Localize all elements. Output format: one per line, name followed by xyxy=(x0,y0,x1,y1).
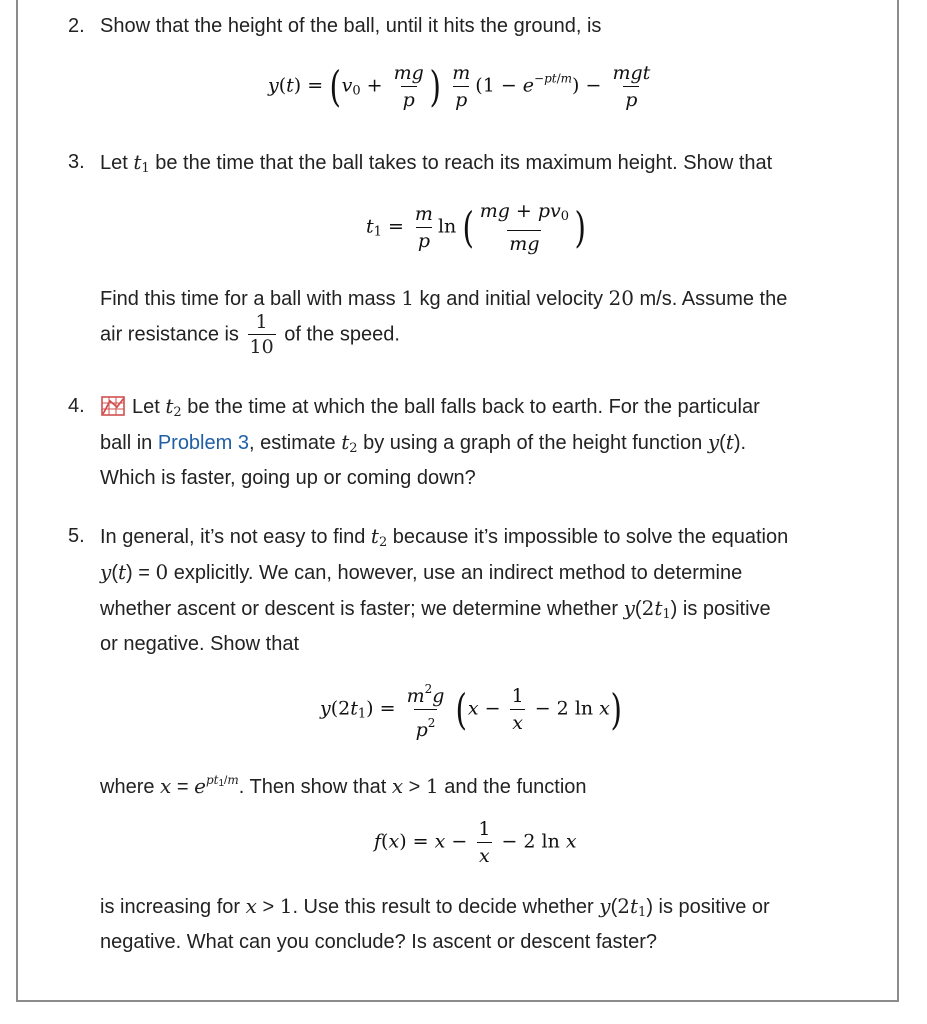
equation-y-2t1: $y(2t_1)$ = $\frac{m^2g}{p^2}$ (x − $\frac{1}{x}$ − 2 ln x) xyxy=(320,682,622,741)
graph-icon[interactable] xyxy=(100,395,126,417)
problem-5-line-2: y(t) = 0 explicitly. We can, however, use an indirect method to determine xyxy=(100,560,743,584)
problem-3-link[interactable]: Problem 3 xyxy=(157,432,249,454)
equation-t1: $t_1$ = $\frac{m}{p}$ ln ( $\frac{mg + pv_0}{mg}$ ) xyxy=(366,200,587,255)
problem-4-number: 4. xyxy=(68,395,85,417)
problem-5-line-4: or negative. Show that xyxy=(100,633,300,655)
problem-5-number: 5. xyxy=(68,525,85,547)
equation-height-y-t: $y(t) = (v_0$ + $\frac{mg}{p}$ ) $\frac{m}{p}$ $(1 - e^{-pt/m})$ − $\frac{\text{mgt}}{p}$ xyxy=(268,61,651,111)
problem-3-number: 3. xyxy=(68,151,85,173)
where-line: where $x = e^{pt_1/m}$. Then show that x > 1 and the function xyxy=(100,773,587,798)
increasing-line: is increasing for x > 1. Use this result to decide whether $y(2t_1)$ is positive or xyxy=(100,894,770,920)
equation-f-x: f(x) = x − $\frac{1}{x}$ − 2 ln x xyxy=(374,818,577,867)
conclusion-line: negative. What can you conclude? Is ascent or descent faster? xyxy=(100,931,657,953)
problem-3-statement: Let $t_1$ be the time that the ball takes to reach its maximum height. Show that xyxy=(100,150,773,176)
problem-5-line-1: In general, it’s not easy to find $t_2$ because it’s impossible to solve the equation xyxy=(100,524,789,550)
problem-4-line-3: Which is faster, going up or coming down? xyxy=(100,467,476,489)
problem-4-line-1: Let $t_2$ be the time at which the ball falls back to earth. For the particular xyxy=(100,394,760,425)
air-resistance-text: air resistance is $\frac{1}{10}$ of the speed. xyxy=(100,311,400,358)
problem-4-line-2: ball in Problem 3, estimate $t_2$ by using a graph of the height function y(t). xyxy=(100,430,747,456)
problem-2-number: 2. xyxy=(68,15,85,37)
problem-5-line-3: whether ascent or descent is faster; we determine whether $y(2t_1)$ is positive xyxy=(100,596,771,622)
find-time-text: Find this time for a ball with mass 1 kg and initial velocity 20 m/s. Assume the xyxy=(100,286,788,310)
problem-2-text: Show that the height of the ball, until it hits the ground, is xyxy=(100,15,602,37)
